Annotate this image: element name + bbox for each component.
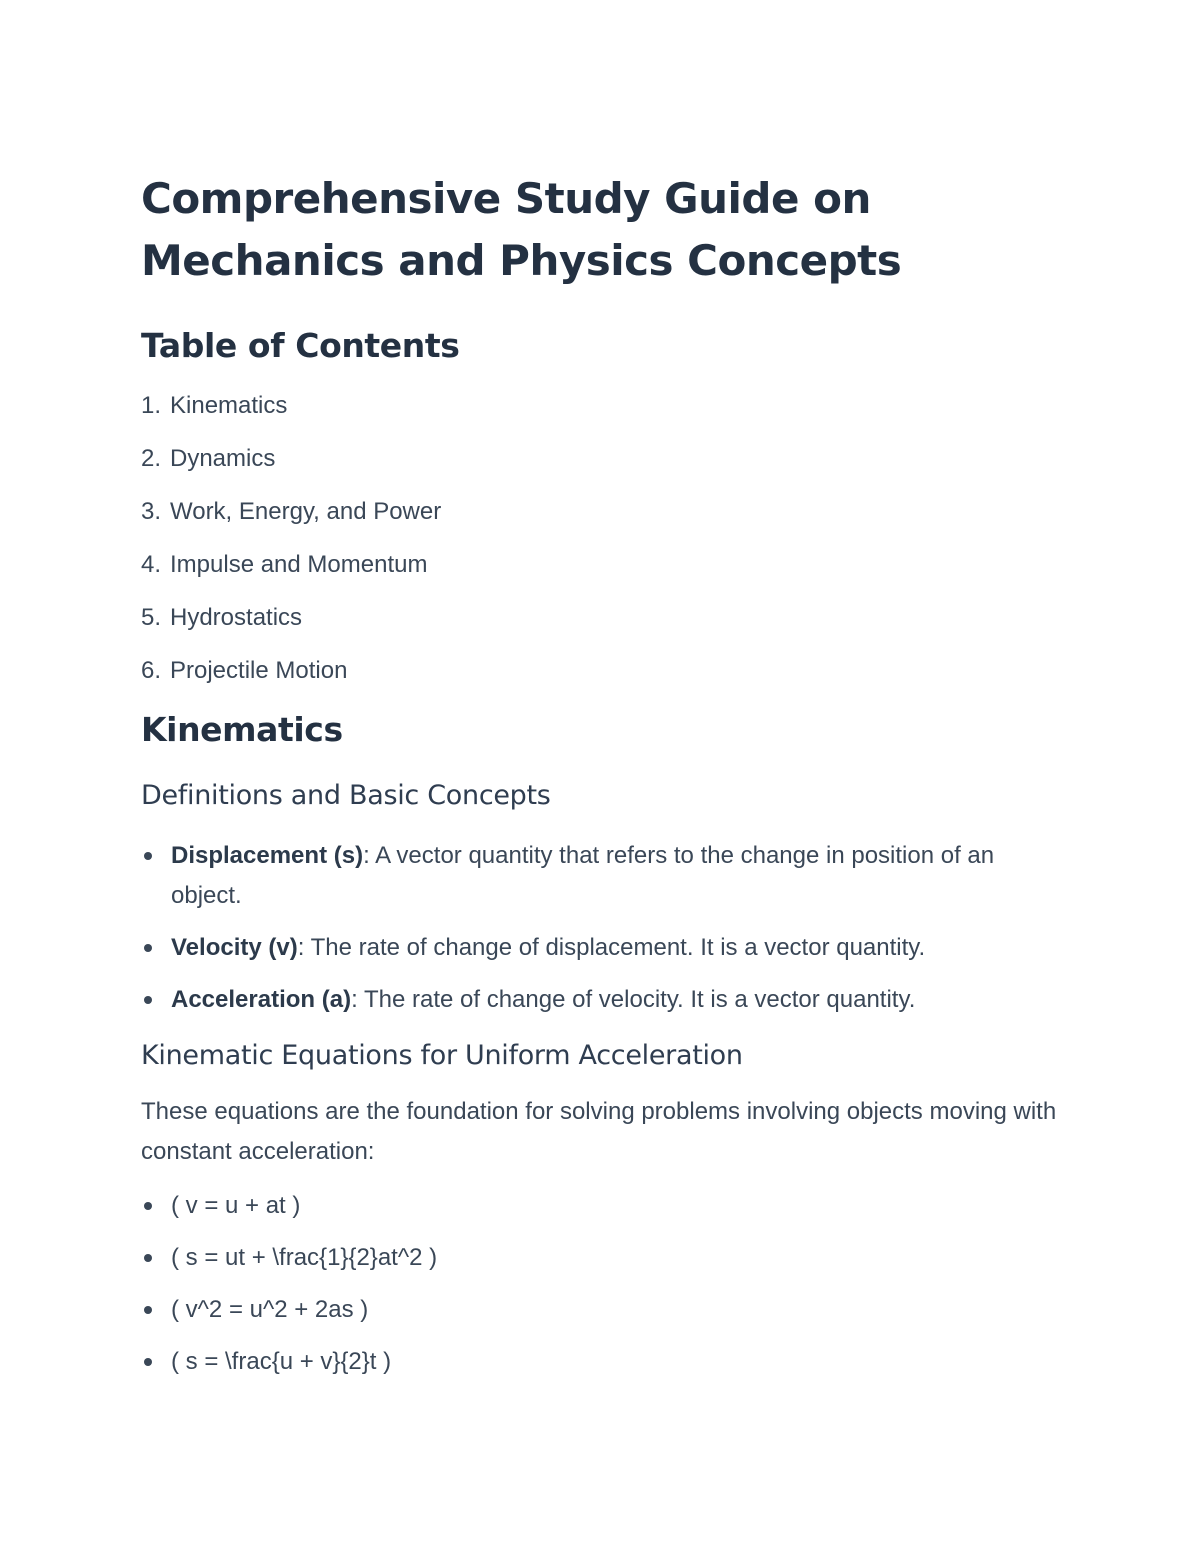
toc-item-label: Projectile Motion (170, 657, 348, 684)
toc-item-number: 1. (141, 392, 162, 419)
toc-item-number: 2. (141, 445, 162, 472)
table-of-contents (141, 390, 1061, 687)
bullet-dot-icon (144, 1306, 152, 1314)
toc-item-label: Hydrostatics (170, 604, 303, 631)
equation-text: ( v^2 = u^2 + 2as ) (171, 1296, 369, 1323)
bullet-dot-icon (144, 1358, 152, 1366)
toc-item-number: 6. (141, 657, 162, 684)
equation-item (141, 1238, 1061, 1278)
toc-item-label: Dynamics (170, 445, 276, 472)
definition-term: Acceleration (a) (171, 986, 352, 1013)
definition-item-velocity (141, 928, 1061, 968)
toc-item-hydrostatics[interactable] (141, 602, 1061, 634)
toc-item-impulse-momentum[interactable] (141, 549, 1061, 581)
toc-item-label: Kinematics (170, 392, 288, 419)
toc-item-number: 4. (141, 551, 162, 578)
bullet-dot-icon (144, 944, 152, 952)
document-page (141, 168, 1061, 1394)
definition-text: : The rate of change of displacement. It is a vector quantity. (297, 934, 926, 961)
toc-item-kinematics[interactable] (141, 390, 1061, 422)
definition-text: : A vector quantity that refers to the change in position of an object. (171, 842, 995, 909)
bullet-dot-icon (144, 1202, 152, 1210)
equation-text: ( v = u + at ) (171, 1192, 301, 1219)
definition-item-acceleration (141, 980, 1061, 1020)
equation-item (141, 1186, 1061, 1226)
equation-item (141, 1342, 1061, 1382)
definition-term: Velocity (v) (171, 934, 298, 961)
equation-item (141, 1290, 1061, 1330)
equations-intro-paragraph: These equations are the foundation for solving problems involving objects moving with constant acceleration: (141, 1098, 1057, 1165)
equation-text: ( s = \frac{u + v}{2}t ) (171, 1348, 392, 1375)
definitions-list (141, 836, 1061, 1020)
toc-item-label: Work, Energy, and Power (170, 498, 442, 525)
definition-text: : The rate of change of velocity. It is a vector quantity. (351, 986, 916, 1013)
equations-list (141, 1186, 1061, 1382)
toc-item-projectile-motion[interactable] (141, 655, 1061, 687)
subsection-heading-equations: Kinematic Equations for Uniform Acceleration (141, 1040, 743, 1071)
definition-term: Displacement (s) (171, 842, 364, 869)
document-title: Comprehensive Study Guide on Mechanics and Physics Concepts (141, 174, 902, 285)
toc-item-number: 3. (141, 498, 162, 525)
toc-item-label: Impulse and Momentum (170, 551, 428, 578)
toc-heading: Table of Contents (141, 326, 460, 365)
subsection-heading-definitions: Definitions and Basic Concepts (141, 780, 551, 811)
toc-item-work-energy-power[interactable] (141, 496, 1061, 528)
bullet-dot-icon (144, 996, 152, 1004)
bullet-dot-icon (144, 852, 152, 860)
definition-item-displacement (141, 836, 1061, 916)
toc-item-dynamics[interactable] (141, 443, 1061, 475)
toc-item-number: 5. (141, 604, 162, 631)
section-heading-kinematics: Kinematics (141, 710, 343, 749)
equation-text: ( s = ut + \frac{1}{2}at^2 ) (171, 1244, 438, 1271)
bullet-dot-icon (144, 1254, 152, 1262)
